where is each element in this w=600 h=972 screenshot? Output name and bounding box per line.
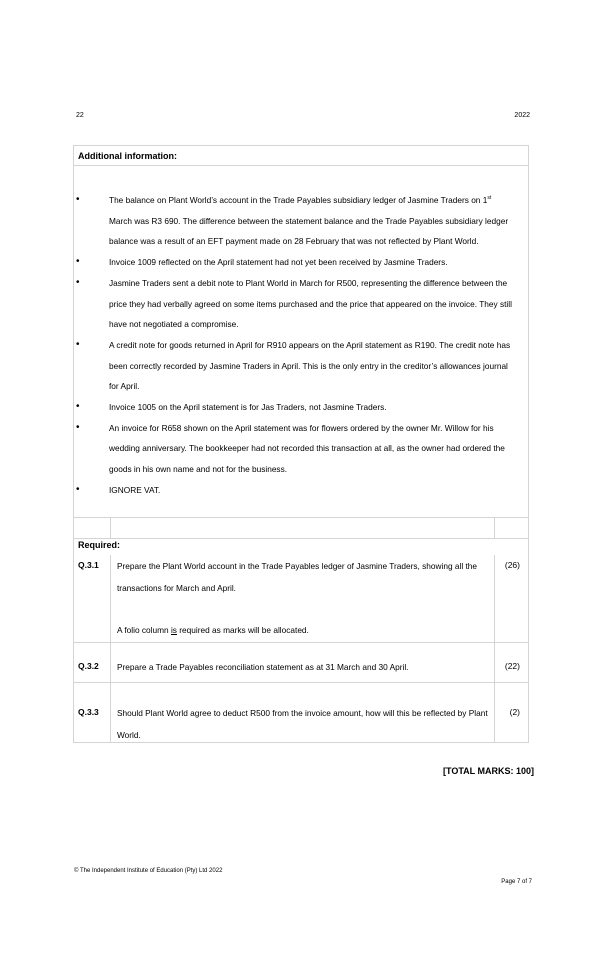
table-rule: [110, 517, 111, 538]
footer-page-number: Page 7 of 7: [501, 879, 532, 885]
question-marks: (22): [504, 661, 520, 671]
required-title: Required:: [78, 540, 121, 550]
table-rule: [110, 555, 111, 742]
question-marks: (26): [504, 560, 520, 570]
list-item: • Invoice 1009 reflected on the April statement had not yet been received by Jasmine Traders.: [74, 252, 530, 273]
header-page-number: 22: [76, 112, 84, 119]
question-number: Q.3.3: [78, 707, 99, 717]
additional-info-list: [74, 190, 530, 501]
table-rule: [494, 517, 495, 538]
question-text: Should Plant World agree to deduct R500 from the invoice amount, how will this be reflected by Plant World.: [117, 708, 488, 740]
list-item: • Jasmine Traders sent a debit note to Plant World in March for R500, representing the difference between the price they had verbally agreed on some items purchased and the price that appeared on the invoice. They still have not negotiated a compromise.: [74, 273, 530, 335]
additional-info-title: Additional information:: [78, 151, 177, 161]
table-rule: [74, 165, 528, 166]
table-rule: [74, 682, 528, 683]
question-number: Q.3.1: [78, 560, 99, 570]
table-rule: [74, 538, 528, 539]
table-rule: [74, 642, 528, 643]
footer-copyright: © The Independent Institute of Education (Pty) Ltd 2022: [74, 868, 223, 874]
list-item: • A credit note for goods returned in April for R910 appears on the April statement as R190. The credit note has been correctly recorded by Jasmine Traders in April. This is the only entry in the creditor’s allowances journal for April.: [74, 335, 530, 397]
question-text: Prepare the Plant World account in the Trade Payables ledger of Jasmine Traders, showing all the transactions for March and April. A folio column is required as marks will be allocated.: [117, 555, 493, 641]
list-item: • IGNORE VAT.: [74, 480, 530, 501]
table-rule: [494, 555, 495, 742]
total-marks: [TOTAL MARKS: 100]: [442, 766, 534, 776]
question-text: Prepare a Trade Payables reconciliation statement as at 31 March and 30 April.: [117, 662, 409, 672]
header-year: 2022: [514, 112, 530, 119]
list-item: • Invoice 1005 on the April statement is for Jas Traders, not Jasmine Traders.: [74, 397, 530, 418]
question-marks: (2): [509, 707, 520, 717]
question-note: A folio column is required as marks will be allocated.: [117, 625, 309, 635]
list-item: • An invoice for R658 shown on the April statement was for flowers ordered by the owner Mr. Willow for his wedding anniversary. The bookkeeper had not recorded this transaction at all, as the owner had ordered the goods in his own name and not for the business.: [74, 418, 530, 480]
table-rule: [74, 517, 528, 518]
list-item: • The balance on Plant World’s account in the Trade Payables subsidiary ledger of Jasmine Traders on 1st March was R3 690. The difference between the statement balance and the Trade Payables subsidiary ledger balance was a result of an EFT payment made on 28 February that was not reflected by Plant World.: [74, 190, 530, 252]
question-number: Q.3.2: [78, 661, 99, 671]
question-table: [73, 145, 529, 743]
